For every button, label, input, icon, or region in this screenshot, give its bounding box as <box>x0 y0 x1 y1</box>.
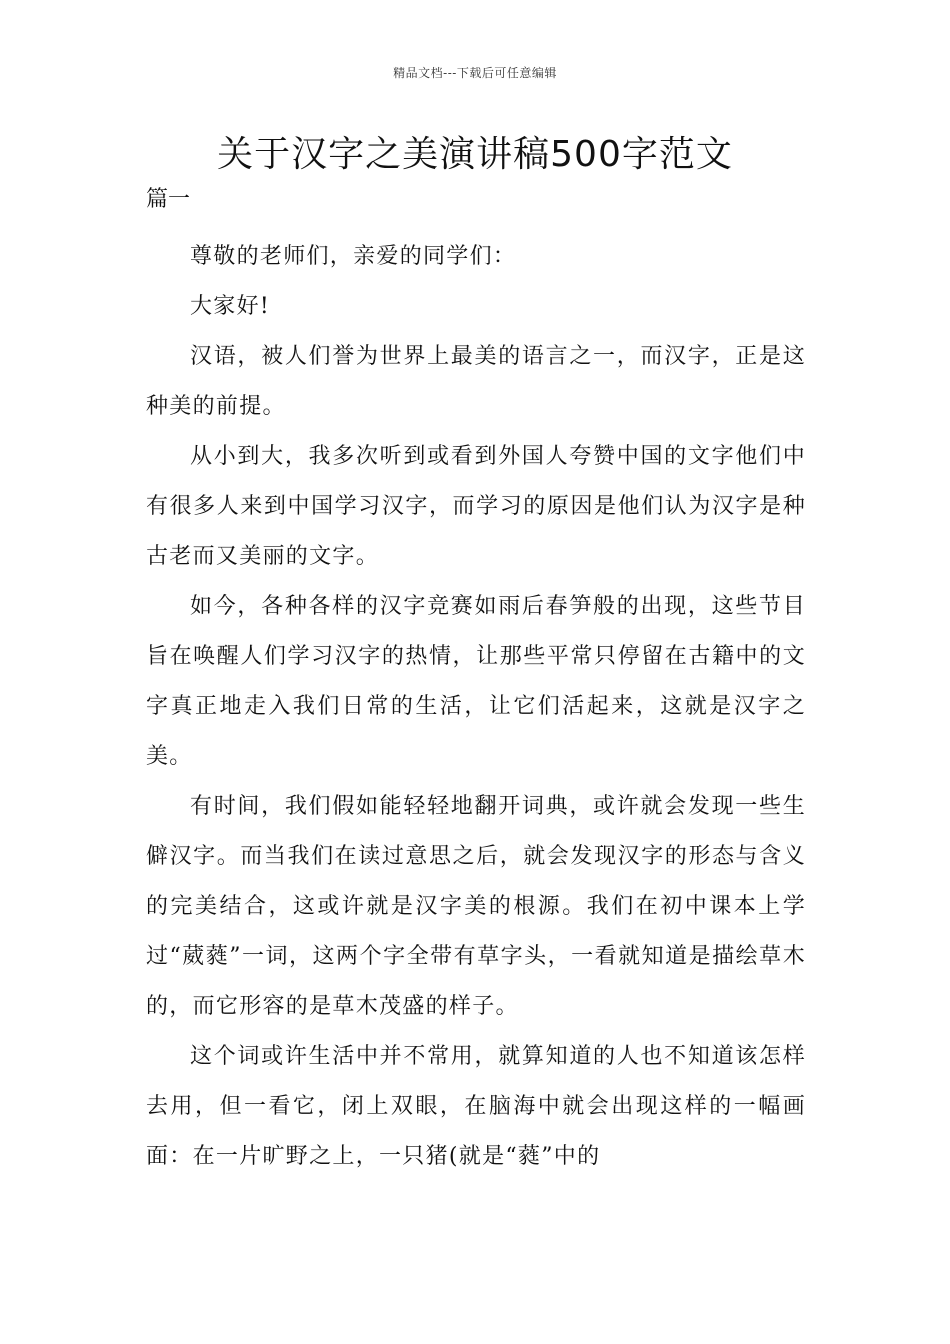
document-title: 关于汉字之美演讲稿500字范文 <box>217 134 733 175</box>
document-body <box>146 182 806 1182</box>
section-label: 篇一 <box>146 187 191 212</box>
paragraph-4: 有时间，我们假如能轻轻地翻开词典，或许就会发现一些生僻汉字。而当我们在读过意思之后，就会发现汉字的形态与含义的完美结合，这或许就是汉字美的根源。我们在初中课本上学过“葳蕤”一词，这两个字全带有草字头，一看就知道是描绘草木的，而它形容的是草木茂盛的样子。 <box>146 794 806 1019</box>
header-note: 精品文档---下载后可任意编辑 <box>393 66 557 80</box>
paragraph-3: 如今，各种各样的汉字竞赛如雨后春笋般的出现，这些节目旨在唤醒人们学习汉字的热情，让那些平常只停留在古籍中的文字真正地走入我们日常的生活，让它们活起来，这就是汉字之美。 <box>146 594 806 769</box>
paragraph-1: 汉语，被人们誉为世界上最美的语言之一，而汉字，正是这种美的前提。 <box>146 344 806 419</box>
paragraph-5: 这个词或许生活中并不常用，就算知道的人也不知道该怎样去用，但一看它，闭上双眼，在脑海中就会出现这样的一幅画面：在一片旷野之上，一只猪(就是“蕤”中的 <box>146 1044 806 1169</box>
paragraph-greeting: 尊敬的老师们，亲爱的同学们： <box>190 244 517 269</box>
paragraph-2: 从小到大，我多次听到或看到外国人夸赞中国的文字他们中有很多人来到中国学习汉字，而学习的原因是他们认为汉字是种古老而又美丽的文字。 <box>146 444 806 569</box>
paragraph-hello: 大家好! <box>190 294 271 319</box>
